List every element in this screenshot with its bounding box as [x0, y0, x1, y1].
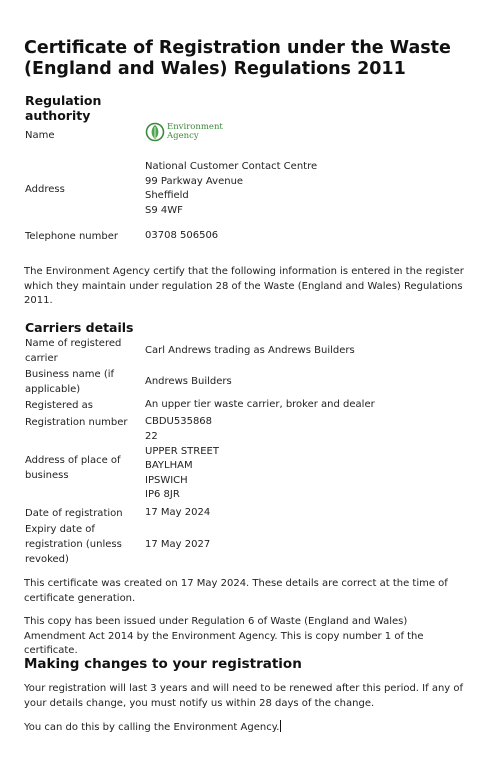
registration-number-label: Registration number	[25, 417, 128, 428]
changes-paragraph: Your registration will last 3 years and will need to be renewed after this period. If any of your details change, you must notify us within 28 days of the change.	[24, 683, 464, 709]
logo-line2: Agency	[167, 131, 199, 141]
certify-paragraph: The Environment Agency certify that the following information is entered in the register which they maintain under regulation 28 of the Waste (England and Wales) Regulations 2011.	[24, 266, 464, 306]
expiry-date-label: Expiry date of registration (unless revoked)	[25, 524, 122, 565]
regulation-authority-heading: Regulation authority	[25, 93, 102, 123]
authority-address	[145, 160, 465, 218]
registered-carrier-label: Name of registered carrier	[25, 338, 122, 364]
authority-address-line: 99 Parkway Avenue	[145, 175, 244, 187]
environment-agency-logo	[145, 121, 223, 143]
authority-address-label: Address	[25, 184, 65, 195]
business-address-line: IP6 8JR	[145, 489, 180, 500]
authority-address-line: National Customer Contact Centre	[145, 161, 318, 172]
business-name-value: Andrews Builders	[145, 376, 232, 387]
certificate-title: Certificate of Registration under the Waste (England and Wales) Regulations 2011	[24, 38, 451, 79]
contact-paragraph	[24, 720, 464, 736]
contact-text: You can do this by calling the Environment Agency.	[24, 722, 280, 733]
telephone-value: 03708 506506	[145, 230, 219, 241]
authority-address-line: Sheffield	[145, 190, 189, 201]
registered-as-value: An upper tier waste carrier, broker and dealer	[145, 399, 375, 410]
business-address-line: BAYLHAM	[145, 460, 193, 471]
business-address-line: UPPER STREET	[145, 445, 219, 457]
environment-agency-logo-icon	[145, 121, 165, 143]
registration-date-label: Date of registration	[25, 508, 123, 519]
making-changes-heading: Making changes to your registration	[24, 656, 302, 672]
copy-paragraph: This copy has been issued under Regulation 6 of Waste (England and Wales) Amendment Act 2014 by the Environment Agency. This is copy number 1 of the certificate.	[24, 616, 424, 656]
registered-carrier-value: Carl Andrews trading as Andrews Builders	[145, 345, 355, 356]
text-cursor	[280, 720, 281, 732]
business-address-label: Address of place of business	[25, 455, 121, 481]
registration-number-value: CBDU535868	[145, 416, 213, 427]
business-address-line: 22	[145, 431, 158, 442]
registered-as-label: Registered as	[25, 400, 93, 411]
registration-date-value: 17 May 2024	[145, 507, 211, 518]
carriers-details-heading: Carriers details	[25, 320, 134, 335]
business-address-line: IPSWICH	[145, 474, 188, 486]
logo-line1: Environment	[167, 122, 223, 132]
authority-name-label: Name	[25, 130, 55, 141]
telephone-label: Telephone number	[25, 231, 118, 242]
created-paragraph: This certificate was created on 17 May 2024. These details are correct at the time of certificate generation.	[24, 578, 448, 604]
business-address	[145, 430, 465, 503]
business-name-label: Business name (if applicable)	[25, 369, 115, 395]
authority-address-line: S9 4WF	[145, 204, 183, 216]
expiry-date-value: 17 May 2027	[145, 539, 211, 550]
